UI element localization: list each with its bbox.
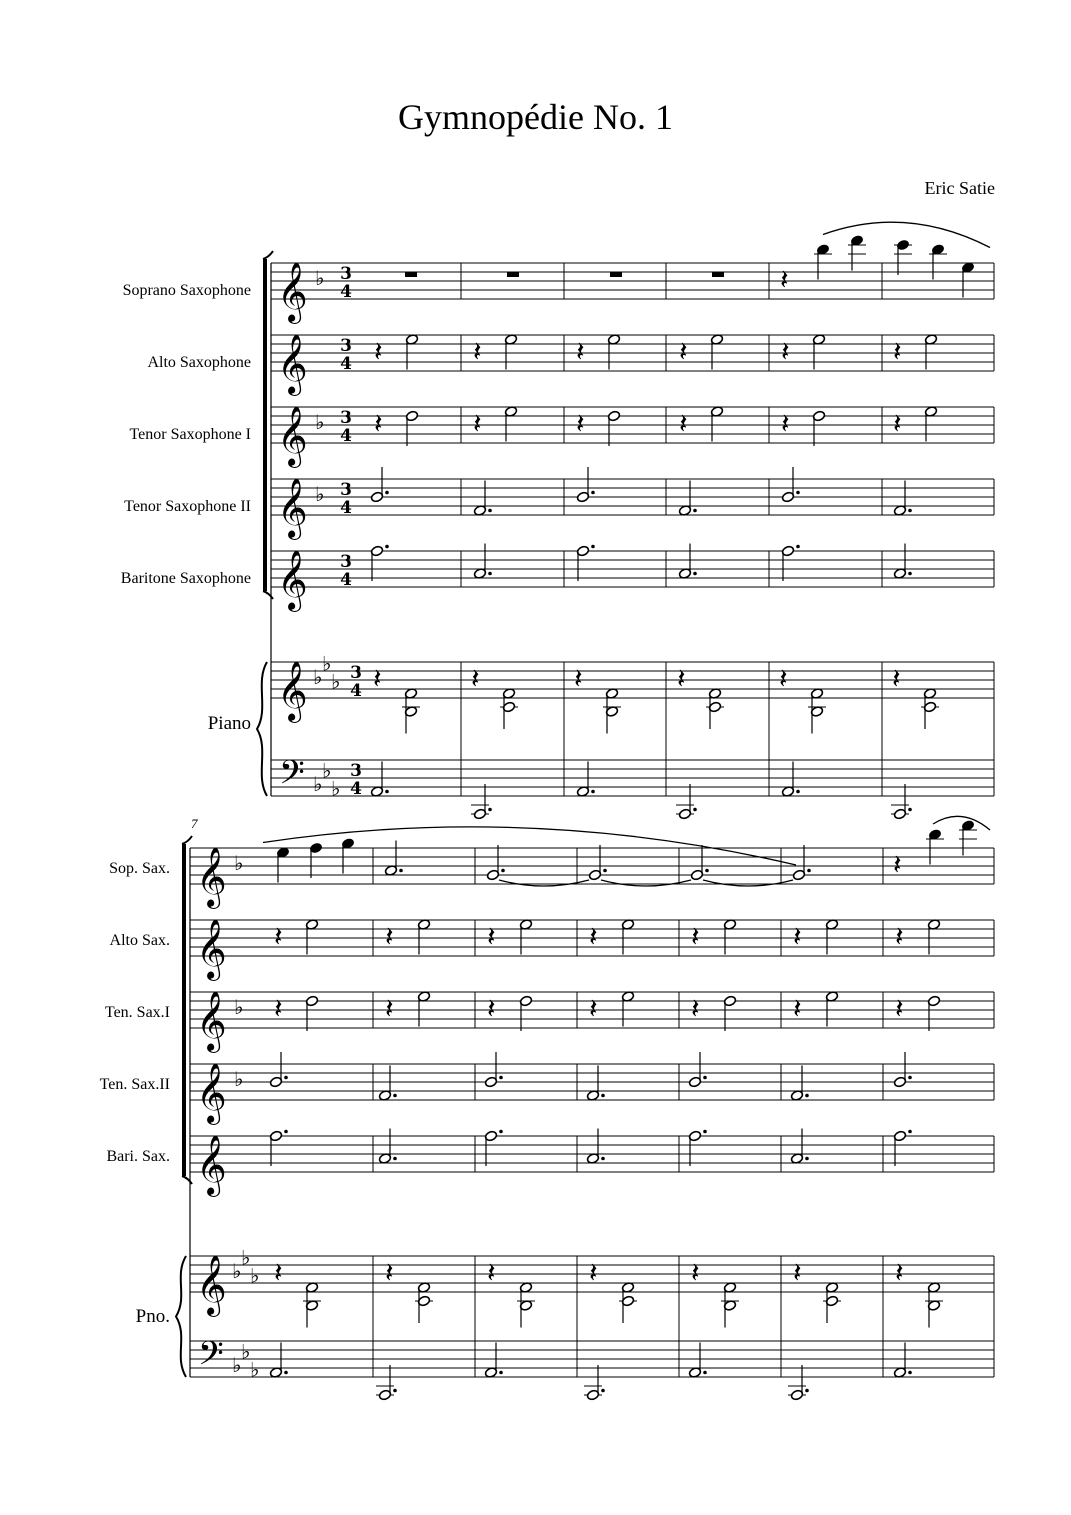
quarter-rest-icon: 𝄽 [779,662,788,695]
time-signature-beats: 3 [350,663,362,683]
augmentation-dot [591,491,595,495]
quarter-rest-icon: 𝄽 [471,662,480,695]
augmentation-dot [284,1076,288,1080]
augmentation-dot [705,869,709,873]
tie [703,880,793,886]
flat-sign-icon: ♭ [250,1263,260,1288]
augmentation-dot [908,572,912,576]
treble-clef-icon: 𝄞 [277,661,308,721]
augmentation-dot [805,1094,809,1098]
whole-rest-icon [712,272,724,277]
label-bari: Baritone Saxophone [120,570,251,587]
time-signature-beat-type: 4 [340,570,352,590]
augmentation-dot [499,1076,503,1080]
piano-brace [257,662,267,796]
flat-sign-icon: ♭ [331,669,341,694]
augmentation-dot [499,1371,503,1375]
flat-sign-icon: ♭ [232,1259,242,1283]
quarter-rest-icon: 𝄽 [691,992,700,1025]
augmentation-dot [393,1157,397,1161]
quarter-rest-icon: 𝄽 [793,1256,802,1289]
measure-number: 7 [191,816,198,831]
quarter-rest-icon: 𝄽 [374,407,383,440]
augmentation-dot [908,1371,912,1375]
instrument-labels-2 [100,860,170,1327]
quarter-rest-icon: 𝄽 [274,992,283,1025]
augmentation-dot [501,869,505,873]
time-signature-beats: 3 [340,552,352,572]
time-signature-beats: 3 [350,761,362,781]
quarter-rest-icon: 𝄽 [679,335,688,368]
augmentation-dot [591,790,595,794]
augmentation-dot [693,509,697,513]
treble-clef-icon: 𝄞 [196,919,227,979]
flat-sign-icon: ♭ [313,665,323,689]
score-title: Gymnopédie No. 1 [398,97,673,137]
flat-sign-icon: ♭ [315,266,325,290]
flat-sign-icon: ♭ [241,1339,251,1364]
treble-clef-icon: 𝄞 [277,262,308,322]
flat-sign-icon: ♭ [234,851,244,875]
quarter-rest-icon: 𝄽 [793,992,802,1025]
quarter-rest-icon: 𝄽 [385,920,394,953]
time-signature-beat-type: 4 [350,779,362,799]
label-tenor1: Tenor Saxophone I [129,426,251,443]
instrument-labels-1 [121,282,251,734]
quarter-rest-icon: 𝄽 [677,662,686,695]
quarter-rest-icon: 𝄽 [892,662,901,695]
system-1 [121,222,994,820]
flat-sign-icon: ♭ [313,772,323,796]
augmentation-dot [796,545,800,549]
quarter-rest-icon: 𝄽 [374,335,383,368]
augmentation-dot [284,1371,288,1375]
time-signature-beats: 3 [340,480,352,500]
time-signature-beats: 3 [340,264,352,284]
augmentation-dot [385,545,389,549]
quarter-rest-icon: 𝄽 [385,1256,394,1289]
augmentation-dot [284,1130,288,1134]
quarter-rest-icon: 𝄽 [487,1256,496,1289]
augmentation-dot [805,1157,809,1161]
quarter-rest-icon: 𝄽 [893,407,902,440]
treble-clef-icon: 𝄞 [196,1063,227,1123]
bracket-hook [263,251,273,259]
quarter-rest-icon: 𝄽 [576,335,585,368]
augmentation-dot [499,1130,503,1134]
quarter-rest-icon: 𝄽 [487,920,496,953]
staves-2 [176,816,994,1401]
system-2 [100,816,994,1401]
time-signature-beat-type: 4 [340,354,352,374]
label-piano: Piano [207,713,251,734]
quarter-rest-icon: 𝄽 [895,992,904,1025]
flat-sign-icon: ♭ [232,1353,242,1377]
augmentation-dot [488,808,492,812]
treble-clef-icon: 𝄞 [277,478,308,538]
treble-clef-icon: 𝄞 [277,334,308,394]
augmentation-dot [488,509,492,513]
flat-sign-icon: ♭ [234,995,244,1019]
augmentation-dot [603,869,607,873]
quarter-rest-icon: 𝄽 [589,920,598,953]
quarter-rest-icon: 𝄽 [473,335,482,368]
label-piano-short: Pno. [135,1306,170,1327]
quarter-rest-icon: 𝄽 [895,920,904,953]
label-alto-short: Alto Sax. [109,932,170,949]
flat-sign-icon: ♭ [250,1357,260,1382]
flat-sign-icon: ♭ [315,410,325,434]
quarter-rest-icon: 𝄽 [589,1256,598,1289]
flat-sign-icon: ♭ [331,776,341,801]
quarter-rest-icon: 𝄽 [893,335,902,368]
quarter-rest-icon: 𝄽 [589,992,598,1025]
time-signature-beat-type: 4 [340,426,352,446]
whole-rest-icon [507,272,519,277]
augmentation-dot [601,1157,605,1161]
label-soprano-short: Sop. Sax. [109,860,170,877]
quarter-rest-icon: 𝄽 [473,407,482,440]
label-soprano: Soprano Saxophone [122,282,251,299]
quarter-rest-icon: 𝄽 [781,407,790,440]
quarter-rest-icon: 𝄽 [385,992,394,1025]
augmentation-dot [805,1389,809,1393]
augmentation-dot [796,491,800,495]
augmentation-dot [399,869,403,873]
quarter-rest-icon: 𝄽 [893,848,902,881]
quarter-rest-icon: 𝄽 [487,992,496,1025]
time-signature-beat-type: 4 [340,498,352,518]
label-bari-short: Bari. Sax. [106,1148,170,1165]
augmentation-dot [908,808,912,812]
quarter-rest-icon: 𝄽 [895,1256,904,1289]
bass-clef-icon: 𝄢 [279,754,305,800]
augmentation-dot [703,1371,707,1375]
quarter-rest-icon: 𝄽 [679,407,688,440]
label-tenor2: Tenor Saxophone II [124,498,251,515]
label-alto: Alto Saxophone [147,354,251,371]
time-signature-beats: 3 [340,408,352,428]
quarter-rest-icon: 𝄽 [274,920,283,953]
quarter-rest-icon: 𝄽 [574,662,583,695]
augmentation-dot [908,1076,912,1080]
treble-clef-icon: 𝄞 [196,847,227,907]
flat-sign-icon: ♭ [322,758,332,783]
whole-rest-icon [610,272,622,277]
augmentation-dot [488,572,492,576]
augmentation-dot [693,808,697,812]
augmentation-dot [703,1130,707,1134]
treble-clef-icon: 𝄞 [196,1255,227,1315]
quarter-rest-icon: 𝄽 [373,662,382,695]
label-tenor1-short: Ten. Sax.I [104,1004,170,1021]
time-signature-beats: 3 [340,336,352,356]
piano-brace [176,1256,186,1377]
slur [933,816,990,830]
time-signature-beat-type: 4 [350,681,362,701]
time-signature-beat-type: 4 [340,282,352,302]
bass-clef-icon: 𝄢 [198,1335,224,1381]
tie [601,880,691,886]
label-tenor2-short: Ten. Sax.II [99,1076,170,1093]
augmentation-dot [693,572,697,576]
treble-clef-icon: 𝄞 [196,991,227,1051]
staves-1 [257,222,994,820]
augmentation-dot [393,1389,397,1393]
augmentation-dot [807,869,811,873]
composer-name: Eric Satie [924,178,995,198]
augmentation-dot [703,1076,707,1080]
augmentation-dot [601,1094,605,1098]
bracket-hook [182,836,192,844]
ensemble-bracket [263,259,267,591]
quarter-rest-icon: 𝄽 [691,920,700,953]
ensemble-bracket [182,844,186,1176]
quarter-rest-icon: 𝄽 [691,1256,700,1289]
augmentation-dot [601,1389,605,1393]
flat-sign-icon: ♭ [241,1245,251,1270]
tie [499,880,589,886]
treble-clef-icon: 𝄞 [196,1135,227,1195]
flat-sign-icon: ♭ [234,1067,244,1091]
quarter-rest-icon: 𝄽 [576,407,585,440]
quarter-rest-icon: 𝄽 [781,335,790,368]
augmentation-dot [591,545,595,549]
augmentation-dot [393,1094,397,1098]
quarter-rest-icon: 𝄽 [793,920,802,953]
whole-rest-icon [405,272,417,277]
augmentation-dot [385,491,389,495]
augmentation-dot [385,790,389,794]
augmentation-dot [908,509,912,513]
treble-clef-icon: 𝄞 [277,406,308,466]
treble-clef-icon: 𝄞 [277,550,308,610]
flat-sign-icon: ♭ [322,651,332,676]
quarter-rest-icon: 𝄽 [274,1256,283,1289]
augmentation-dot [908,1130,912,1134]
quarter-rest-icon: 𝄽 [780,263,789,296]
flat-sign-icon: ♭ [315,482,325,506]
augmentation-dot [796,790,800,794]
